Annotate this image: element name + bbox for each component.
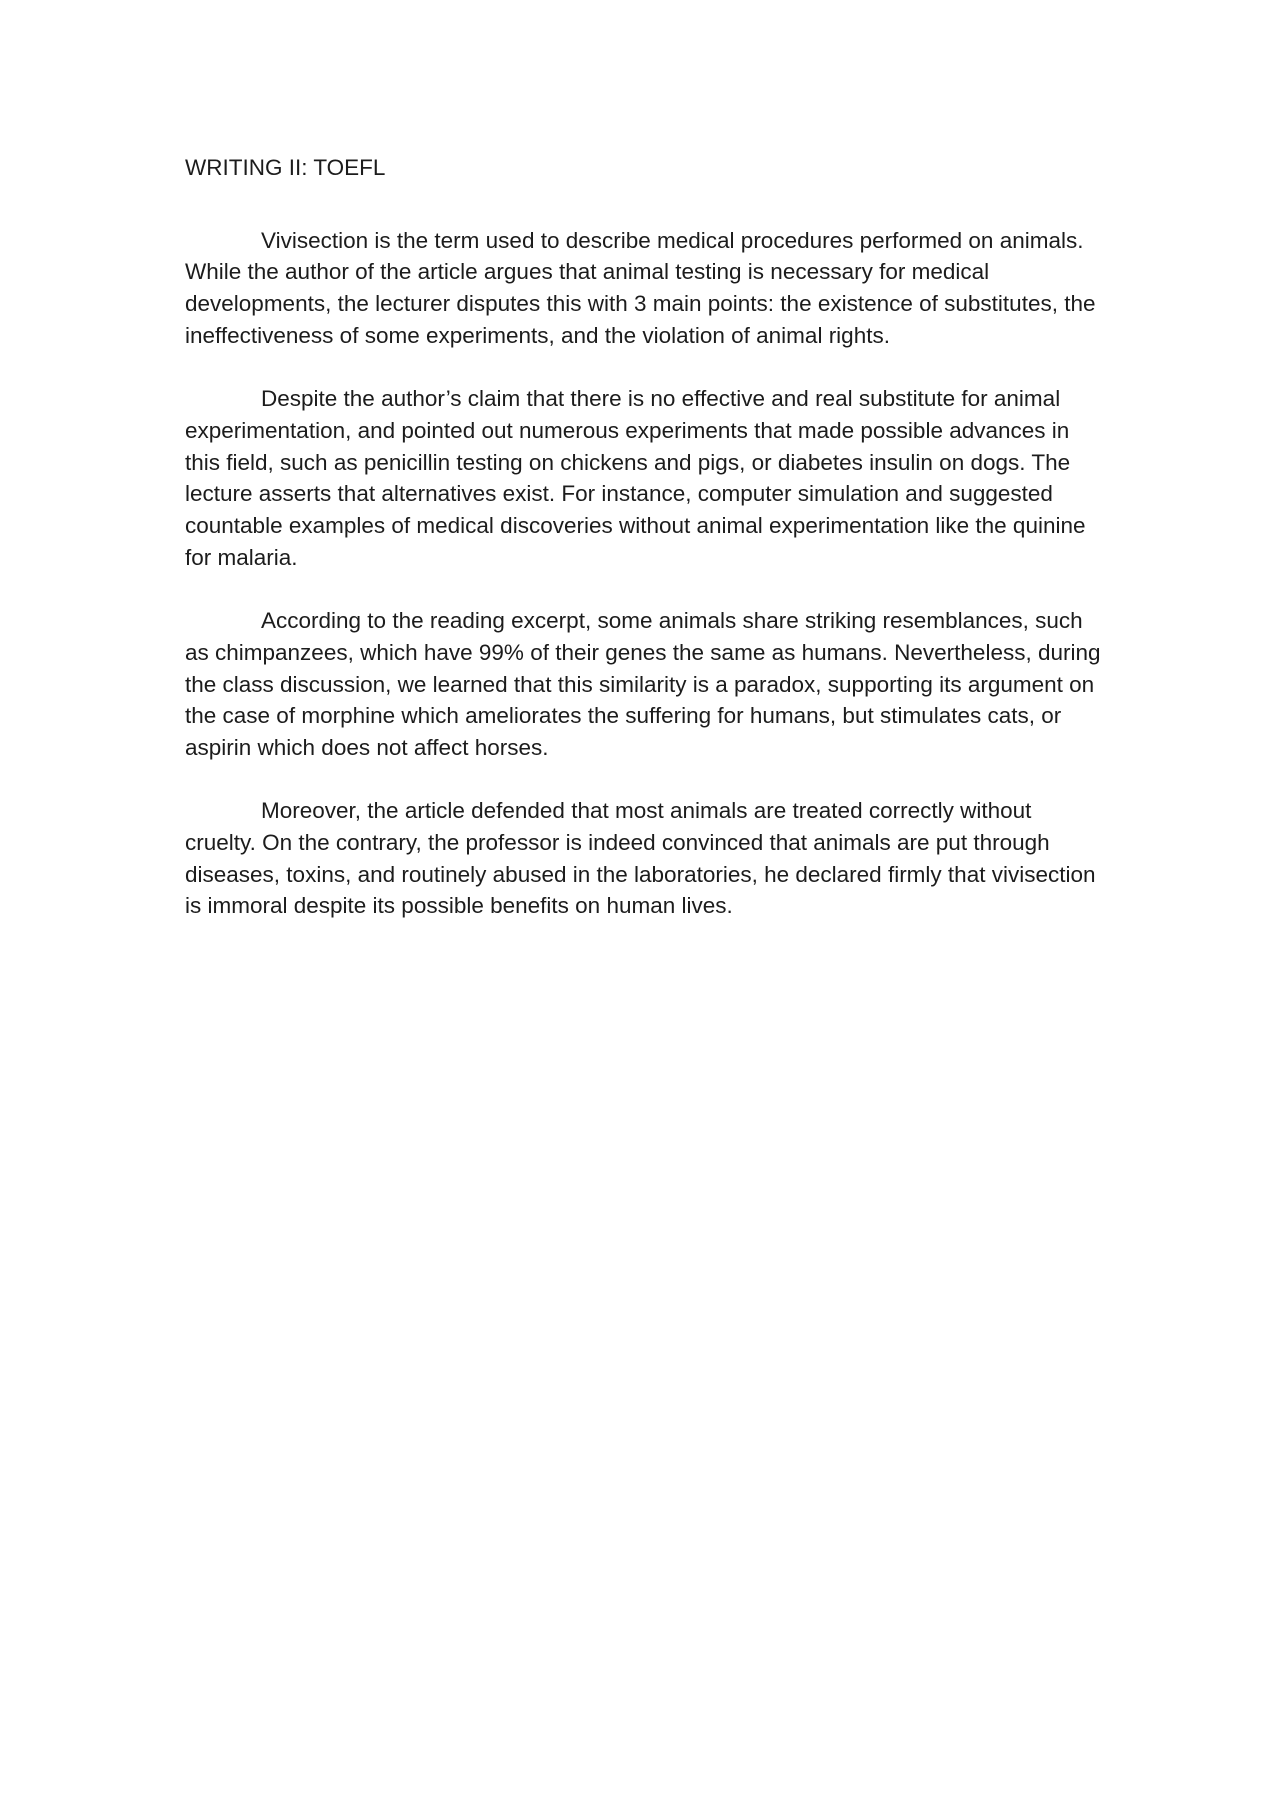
paragraph-cruelty: Moreover, the article defended that most animals are treated correctly without cruelty. On the contrary, the professor is indeed convinced that animals are put through diseases, toxins, and routinely abused in the laboratories, he declared firmly that vivisection is immoral despite its possible benefits on human lives. [185, 798, 1096, 919]
document-title: WRITING II: TOEFL [185, 155, 386, 180]
paragraph-resemblances: According to the reading excerpt, some animals share striking resemblances, such as chimpanzees, which have 99% of their genes the same as humans. Nevertheless, during the class discussion, we learned that this similarity is a paradox, supporting its argument on the case of morphine which ameliorates the suffering for humans, but stimulates cats, or aspirin which does not affect horses. [185, 608, 1101, 760]
paragraph-intro: Vivisection is the term used to describe medical procedures performed on animals. While the author of the article argues that animal testing is necessary for medical developments, the lecturer disputes this with 3 main points: the existence of substitutes, the ineffectiveness of some experiments, and the violation of animal rights. [185, 227, 1096, 348]
paragraph-substitutes: Despite the author’s claim that there is no effective and real substitute for animal experimentation, and pointed out numerous experiments that made possible advances in this field, such as penicillin testing on chickens and pigs, or diabetes insulin on dogs. The lecture asserts that alternatives exist. For instance, computer simulation and suggested countable examples of medical discoveries without animal experimentation like the quinine for malaria. [185, 386, 1086, 570]
document-body [185, 152, 1105, 954]
